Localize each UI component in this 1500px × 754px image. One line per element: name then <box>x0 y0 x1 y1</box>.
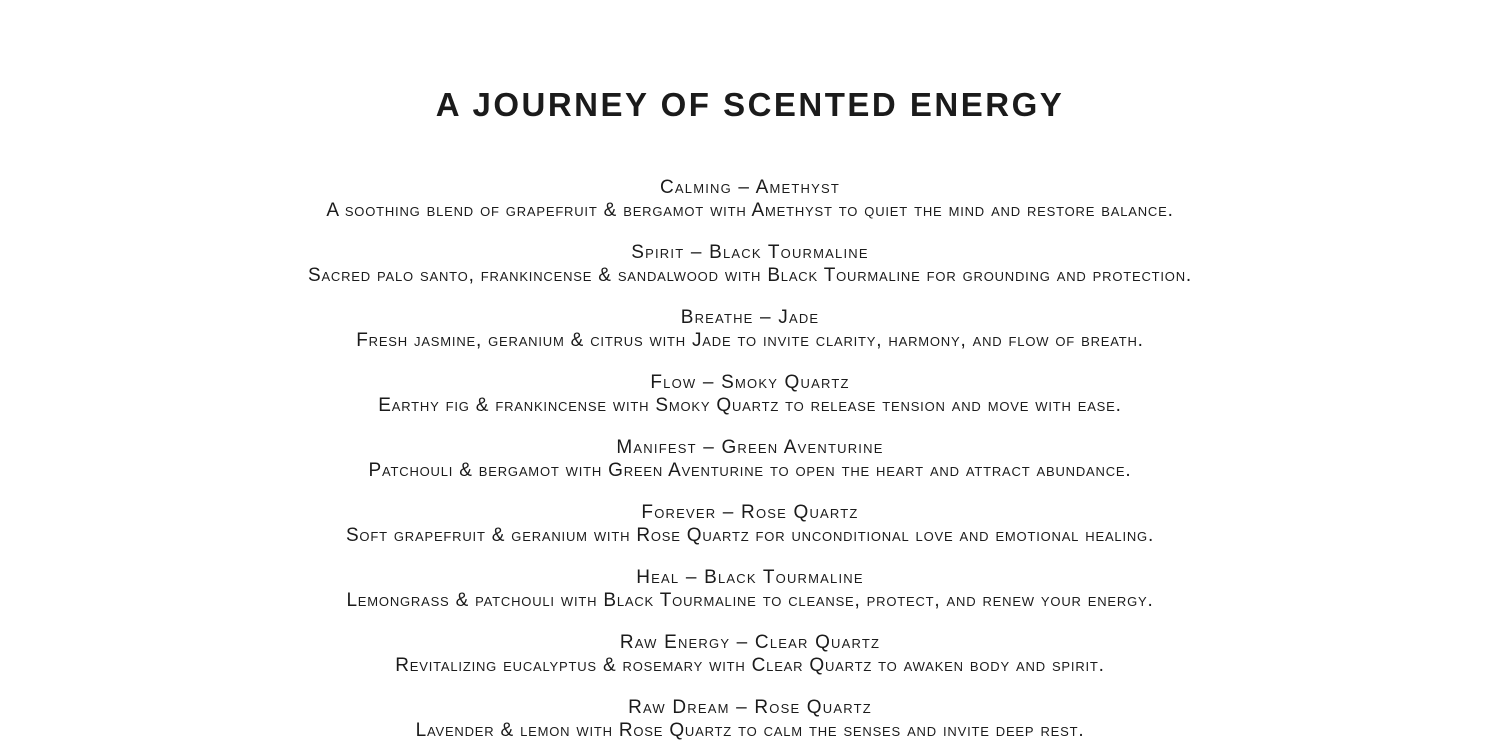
scent-section <box>140 176 1360 222</box>
scent-description: Earthy fig & frankincense with Smoky Quartz to release tension and move with ease. <box>378 395 1122 416</box>
scent-heading: Forever – Rose Quartz <box>641 502 859 523</box>
scent-heading: Breathe – Jade <box>680 307 820 328</box>
scent-heading: Manifest – Green Aventurine <box>616 437 884 458</box>
scent-description: Fresh jasmine, geranium & citrus with Jade to invite clarity, harmony, and flow of breath. <box>356 330 1144 351</box>
scent-section <box>140 436 1360 482</box>
page-title: A JOURNEY OF SCENTED ENERGY <box>435 86 1065 123</box>
scent-description: Lavender & lemon with Rose Quartz to calm the senses and invite deep rest. <box>415 720 1085 741</box>
scent-description: A soothing blend of grapefruit & bergamot with Amethyst to quiet the mind and restore balance. <box>326 200 1174 221</box>
scent-section <box>140 501 1360 547</box>
scent-heading: Spirit – Black Tourmaline <box>631 242 869 263</box>
scent-description: Patchouli & bergamot with Green Aventurine to open the heart and attract abundance. <box>368 460 1132 481</box>
scent-section <box>140 696 1360 742</box>
scent-section <box>140 566 1360 612</box>
scent-section <box>140 241 1360 287</box>
scent-description: Soft grapefruit & geranium with Rose Quartz for unconditional love and emotional healing. <box>345 525 1155 546</box>
scent-section-list <box>0 176 1500 742</box>
scent-heading: Heal – Black Tourmaline <box>636 567 864 588</box>
scent-description: Sacred palo santo, frankincense & sandalwood with Black Tourmaline for grounding and protection. <box>307 265 1192 286</box>
scent-section <box>140 631 1360 677</box>
scent-heading: Raw Dream – Rose Quartz <box>628 697 872 718</box>
scent-section <box>140 371 1360 417</box>
scent-description: Revitalizing eucalyptus & rosemary with Clear Quartz to awaken body and spirit. <box>395 655 1105 676</box>
scent-heading: Flow – Smoky Quartz <box>650 372 850 393</box>
scent-heading: Calming – Amethyst <box>659 177 841 198</box>
scent-heading: Raw Energy – Clear Quartz <box>619 632 881 653</box>
scent-description: Lemongrass & patchouli with Black Tourmaline to cleanse, protect, and renew your energy. <box>346 590 1154 611</box>
scent-section <box>140 306 1360 352</box>
